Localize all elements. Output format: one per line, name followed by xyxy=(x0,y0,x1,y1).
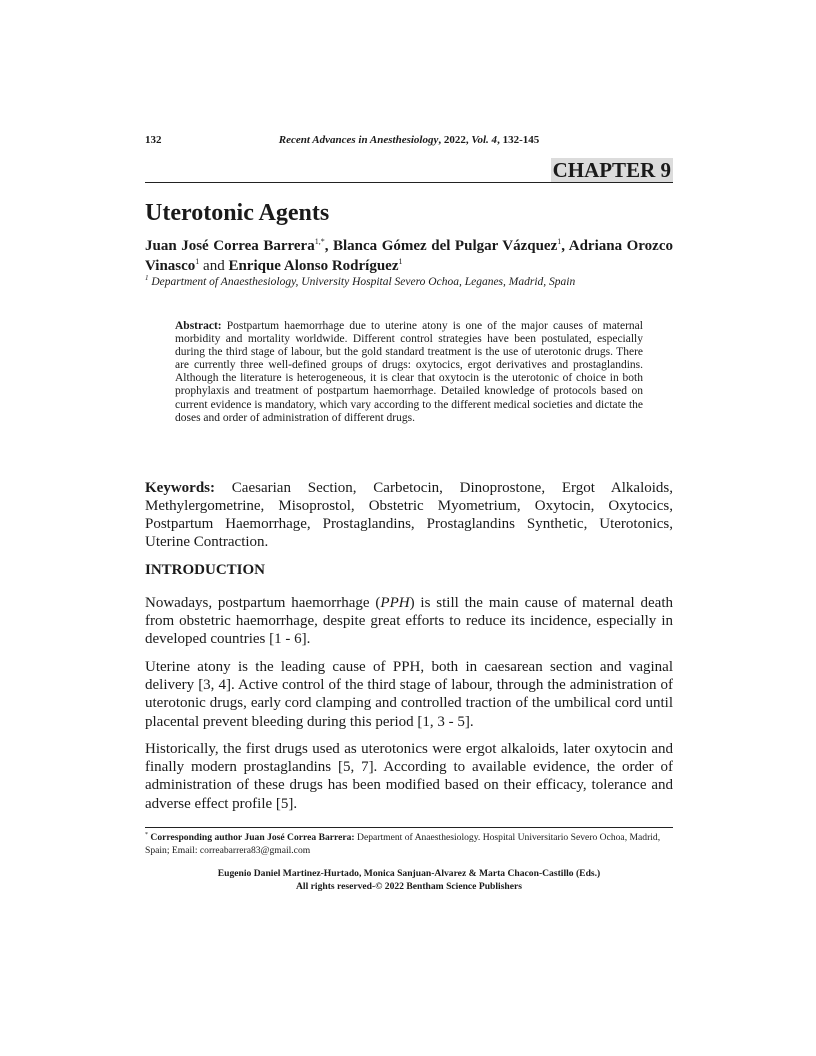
journal-year: , 2022, xyxy=(438,134,472,146)
author-name: Enrique Alonso Rodríguez xyxy=(228,258,399,274)
footnote-mark: * xyxy=(145,831,148,838)
abbreviation: PPH xyxy=(380,595,410,611)
affiliation-text: Department of Anaesthesiology, University Hospital Severo Ochoa, Leganes, Madrid, Spain xyxy=(148,276,576,288)
footnote-text: Department of Anaesthesiology. Hospital Universitario Severo Ochoa, Madrid, Spain; Email: correabarrera83@gmail.com xyxy=(145,832,661,856)
paragraph: Historically, the first drugs used as uterotonics were ergot alkaloids, later oxytocin and finally modern prostaglandins [5, 7]. According to available evidence, the order of administration of these drugs has been modified based on their efficacy, tolerance and adverse effect profile [5]. xyxy=(145,741,673,812)
author-affiliation-mark: 1 xyxy=(195,257,200,266)
author-conjunction: and xyxy=(199,258,229,274)
paragraph xyxy=(145,594,673,649)
journal-name: Recent Advances in Anesthesiology xyxy=(278,134,439,146)
journal-pages: , 132-145 xyxy=(497,134,540,146)
author-separator: , xyxy=(561,238,569,254)
journal-volume: Vol. 4 xyxy=(471,134,498,146)
paragraph-text: Nowadays, postpartum haemorrhage ( xyxy=(145,595,381,611)
author-affiliation-mark: 1 xyxy=(557,237,562,246)
chapter-title: Uterotonic Agents xyxy=(145,200,330,226)
footnote-rule xyxy=(145,827,673,828)
journal-citation xyxy=(145,134,673,146)
footnote-label: Corresponding author Juan José Correa Barrera: xyxy=(148,832,355,843)
abstract-text: Postpartum haemorrhage due to uterine atony is one of the major causes of maternal morbidity and mortality worldwide. Different control strategies have been postulated, especially during the third stage of labour, but the gold standard treatment is the use of uterotonic drugs. There are currently three well-defined groups of drugs: oxytocics, ergot derivatives and prostaglandins. Although the literature is heterogeneous, it is clear that oxytocin is the uterotonic of choice in both prophylaxis and treatment of postpartum haemorrhage. Detailed knowledge of protocols based on current evidence is mandatory, which vary according to the different medical societies and dictate the doses and order of administration of different drugs. xyxy=(175,320,643,424)
footnote xyxy=(145,832,673,857)
editors-line: Eugenio Daniel Martinez-Hurtado, Monica Sanjuan-Alvarez & Marta Chacon-Castillo (Eds.) xyxy=(217,868,601,879)
author-name: Blanca Gómez del Pulgar Vázquez xyxy=(333,238,558,254)
rights-line: All rights reserved-© 2022 Bentham Science Publishers xyxy=(295,880,523,892)
chapter-label: CHAPTER 9 xyxy=(552,158,671,182)
keywords xyxy=(145,479,673,551)
page-number: 132 xyxy=(145,134,162,146)
keywords-label: Keywords: xyxy=(145,480,215,496)
keywords-text: Caesarian Section, Carbetocin, Dinoprostone, Ergot Alkaloids, Methylergometrine, Misoprostol, Obstetric Myometrium, Oxytocin, Oxytocics, Postpartum Haemorrhage, Prostaglandins, Prostaglandins Synthetic, Uterotonics, Uterine Contraction. xyxy=(145,480,673,550)
author-affiliation-mark: 1,* xyxy=(314,237,325,246)
abstract-label: Abstract: xyxy=(175,320,222,332)
author-list xyxy=(145,236,673,276)
publisher-credits xyxy=(145,868,673,893)
paragraph: Uterine atony is the leading cause of PPH, both in caesarean section and vaginal delivery [3, 4]. Active control of the third stage of labour, through the administration of uterotonic drugs, early cord clamping and controlled traction of the umbilical cord until placental prevent bleeding during this period [1, 3 - 5]. xyxy=(145,659,673,730)
affiliation xyxy=(145,276,673,288)
author-separator: , xyxy=(324,238,333,254)
author-name: Juan José Correa Barrera xyxy=(145,238,315,254)
paragraph-text: ) is still the main cause of maternal death from obstetric haemorrhage, despite great efforts to reduce its incidence, especially in developed countries [1 - 6]. xyxy=(145,595,673,648)
header-rule xyxy=(145,182,673,183)
author-name: Adriana Orozco Vinasco xyxy=(145,238,673,274)
author-affiliation-mark: 1 xyxy=(398,257,403,266)
affiliation-mark: 1 xyxy=(145,274,149,283)
section-heading-introduction: INTRODUCTION xyxy=(145,562,266,578)
abstract xyxy=(175,320,643,425)
